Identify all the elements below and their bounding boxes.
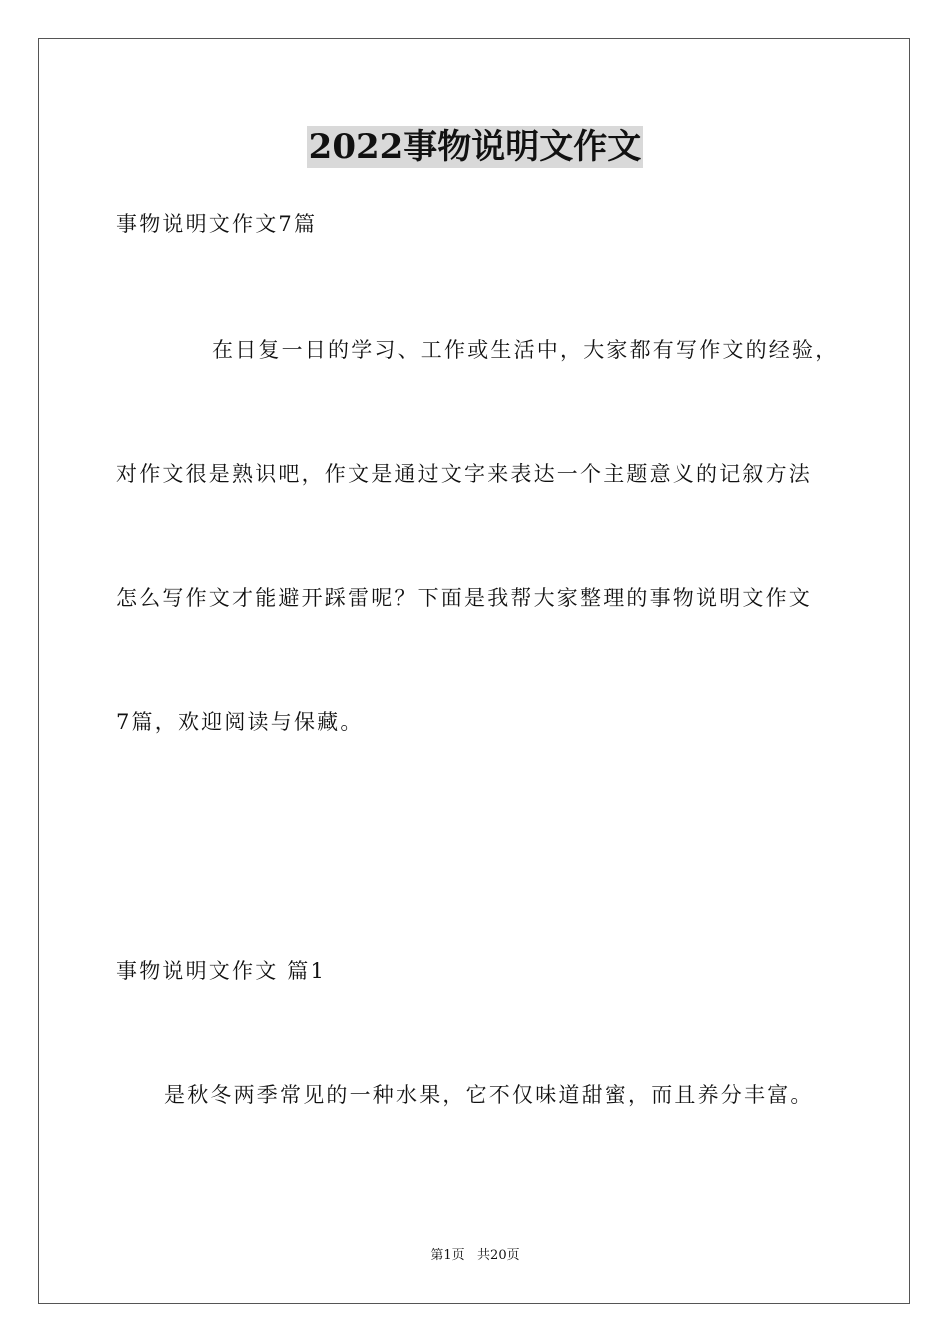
document-title: 2022事物说明文作文 bbox=[308, 127, 642, 167]
paragraph-line: 对作文很是熟识吧，作文是通过文字来表达一个主题意义的记叙方法 bbox=[116, 462, 812, 486]
paragraph-line: 7篇，欢迎阅读与保藏。 bbox=[116, 710, 364, 734]
paragraph-line: 在日复一日的学习、工作或生活中，大家都有写作文的经验， bbox=[212, 338, 839, 362]
page-footer: 第1页 共20页 bbox=[430, 1248, 520, 1263]
subtitle-line: 事物说明文作文7篇 bbox=[116, 212, 318, 236]
title-container bbox=[0, 126, 950, 168]
paragraph-line: 是秋冬两季常见的一种水果，它不仅味道甜蜜，而且养分丰富。 bbox=[164, 1083, 814, 1107]
paragraph-line: 怎么写作文才能避开踩雷呢？下面是我帮大家整理的事物说明文作文 bbox=[116, 586, 812, 610]
section-heading: 事物说明文作文 篇1 bbox=[116, 959, 327, 983]
